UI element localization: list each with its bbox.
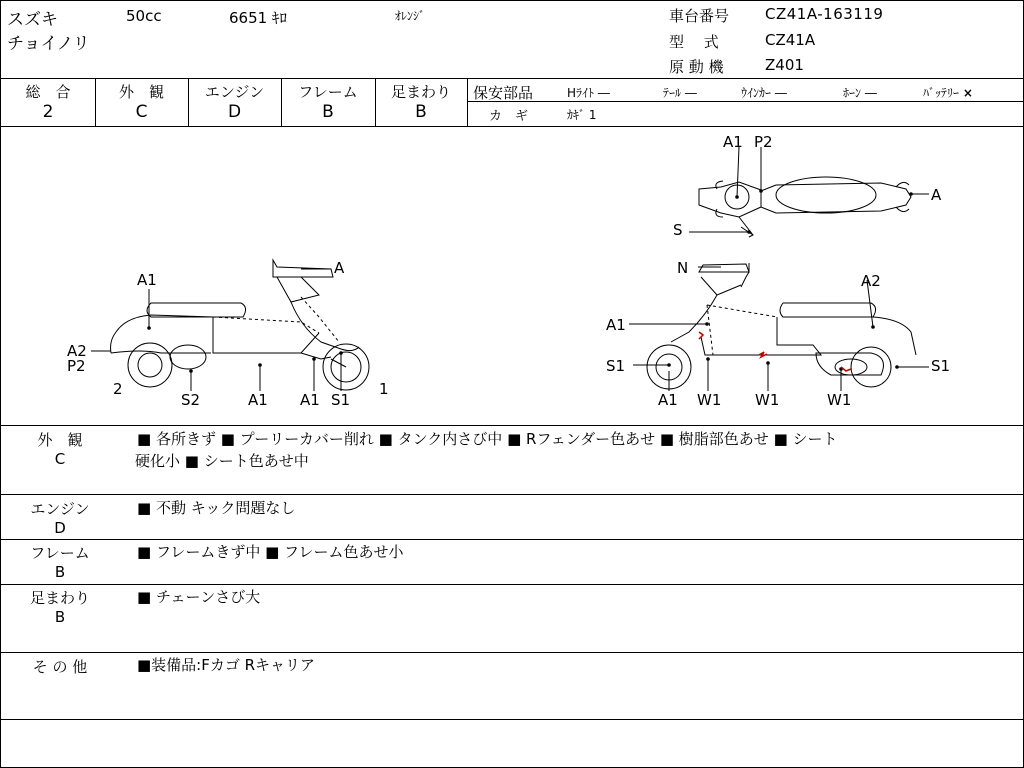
section-engine-grade: D bbox=[54, 519, 66, 537]
label-top-p2: P2 bbox=[754, 133, 773, 151]
label-left-a1-seat: A1 bbox=[137, 271, 157, 289]
section-engine-title: エンジン bbox=[30, 500, 90, 518]
label-right-w1-a: W1 bbox=[697, 391, 722, 409]
grade-exterior-label: 外 観 bbox=[118, 83, 164, 101]
label-top-s: S bbox=[673, 221, 683, 239]
section-exterior-grade: C bbox=[54, 450, 66, 468]
section-suspension-title: 足まわり bbox=[29, 589, 90, 607]
section-frame-grade: B bbox=[54, 563, 66, 581]
key-label: カ ギ bbox=[489, 109, 529, 124]
label-left-a1-b1: A1 bbox=[248, 391, 268, 409]
displacement: 50cc bbox=[126, 7, 162, 25]
label-right-a2: A2 bbox=[861, 272, 881, 290]
label-right-a1: A1 bbox=[606, 316, 626, 334]
section-other-title: そ の 他 bbox=[32, 658, 88, 676]
label-left-p2: P2 bbox=[67, 357, 86, 375]
section-exterior-title: 外 観 bbox=[37, 431, 83, 449]
label-right-n: N bbox=[677, 259, 689, 277]
safety-winker: ｳｲﾝｶｰ ― bbox=[741, 86, 787, 100]
grade-frame-value: B bbox=[322, 102, 334, 122]
label-right-s1-right: S1 bbox=[931, 357, 951, 375]
section-frame-line-1: ■ フレームきず中 ■ フレーム色あせ小 bbox=[137, 543, 404, 561]
maker: スズキ bbox=[7, 10, 58, 30]
label-right-s1-left: S1 bbox=[606, 357, 626, 375]
label-left-a1-b2: A1 bbox=[300, 391, 320, 409]
grade-frame-label: フレーム bbox=[298, 83, 358, 101]
safety-headlight: Hﾗｲﾄ ― bbox=[567, 86, 610, 100]
grade-suspension-value: B bbox=[415, 102, 427, 122]
label-left-a: A bbox=[334, 259, 345, 277]
grade-overall-value: 2 bbox=[42, 102, 54, 122]
grade-suspension-label: 足まわり bbox=[390, 83, 451, 101]
section-engine-line-1: ■ 不動 キック問題なし bbox=[137, 499, 296, 517]
safety-horn: ﾎｰﾝ ― bbox=[843, 86, 877, 100]
label-left-s2: S2 bbox=[181, 391, 201, 409]
section-suspension-grade: B bbox=[54, 608, 66, 626]
model-type-label: 型 式 bbox=[669, 33, 719, 51]
label-right-w1-b: W1 bbox=[755, 391, 780, 409]
section-exterior-line-1: ■ 各所きず ■ プーリーカバー削れ ■ タンク内さび中 ■ Rフェンダー色あせ ■ 樹脂部色あせ ■ シート bbox=[137, 430, 838, 448]
label-left-s1: S1 bbox=[331, 391, 351, 409]
key-value: ｶｷﾞ 1 bbox=[567, 108, 597, 122]
section-other-line-1: ■装備品:Fカゴ Rキャリア bbox=[137, 656, 316, 674]
color: ｵﾚﾝｼﾞ bbox=[395, 9, 426, 23]
section-exterior-line-2: 硬化小 ■ シート色あせ中 bbox=[135, 452, 309, 470]
mileage: 6651 ｷﾛ bbox=[229, 9, 287, 27]
section-suspension-line-1: ■ チェーンさび大 bbox=[137, 588, 261, 606]
label-top-a1: A1 bbox=[723, 133, 743, 151]
label-right-w1-c: W1 bbox=[827, 391, 852, 409]
section-frame-title: フレーム bbox=[30, 544, 90, 562]
model-type-value: CZ41A bbox=[765, 31, 816, 49]
model-name: チョイノリ bbox=[7, 34, 90, 54]
divider bbox=[1, 78, 1023, 79]
safety-battery: ﾊﾞｯﾃﾘｰ × bbox=[923, 86, 973, 100]
right-side-scooter-icon bbox=[629, 263, 929, 391]
safety-tail: ﾃｰﾙ ― bbox=[663, 86, 697, 100]
grade-engine-value: D bbox=[227, 102, 242, 122]
label-left-2: 2 bbox=[113, 380, 123, 398]
top-view-scooter-icon bbox=[689, 147, 929, 237]
label-left-a2: A2 bbox=[67, 342, 87, 360]
engine-model-value: Z401 bbox=[765, 56, 804, 74]
grade-overall-label: 総 合 bbox=[25, 83, 71, 101]
grade-exterior-value: C bbox=[135, 102, 148, 122]
engine-model-label: 原 動 機 bbox=[669, 58, 724, 76]
frame-number-label: 車台番号 bbox=[669, 7, 730, 25]
grade-engine-label: エンジン bbox=[204, 83, 265, 101]
left-side-scooter-icon bbox=[91, 260, 369, 391]
frame-number-value: CZ41A-163119 bbox=[765, 5, 884, 23]
label-right-a1-b: A1 bbox=[658, 391, 678, 409]
safety-label: 保安部品 bbox=[473, 84, 534, 102]
label-left-1: 1 bbox=[379, 380, 389, 398]
label-top-a: A bbox=[931, 186, 942, 204]
